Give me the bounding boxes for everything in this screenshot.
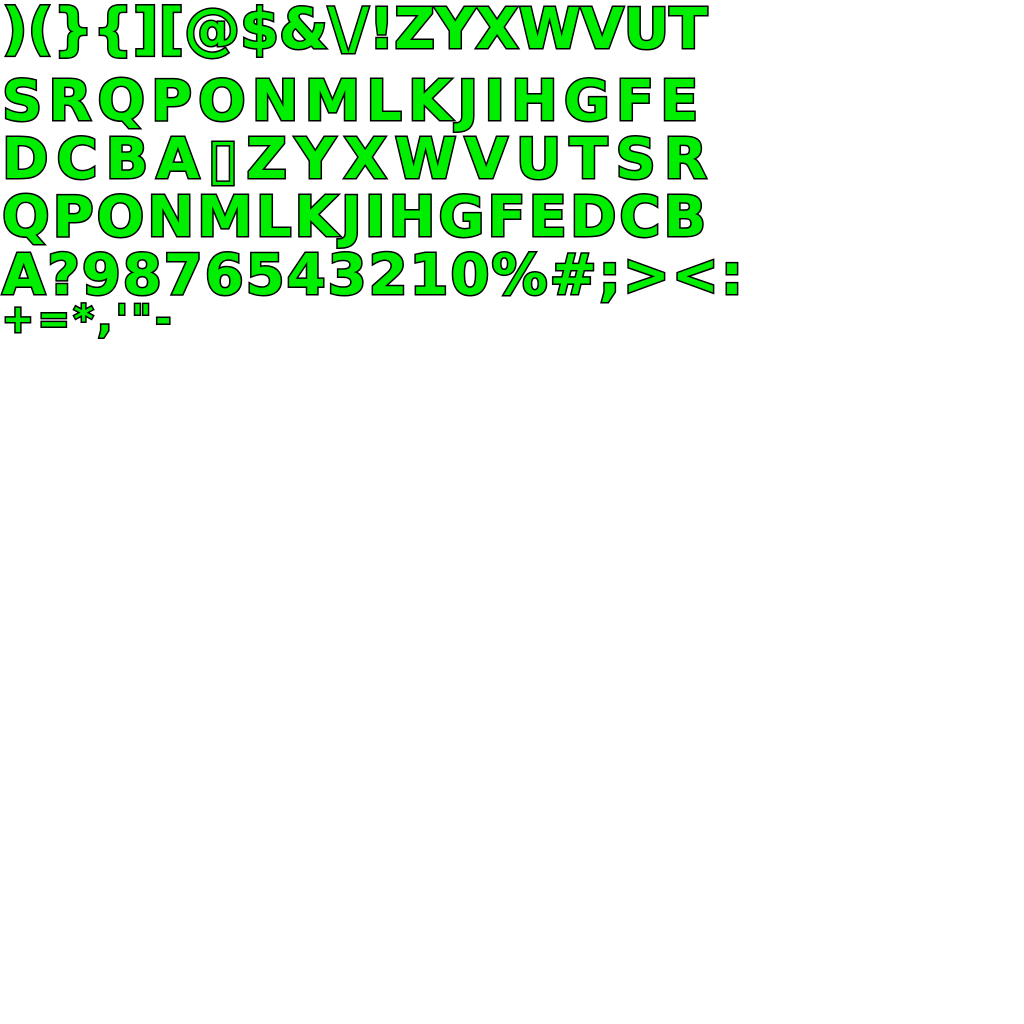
glyph-row-6: +=*,'"- — [2, 297, 176, 341]
glyph-row-3: DCBA▯ZYXWVUTSR — [2, 127, 715, 192]
glyph-row-1: )(}{][@$&\/!ZYXWVUT — [2, 0, 708, 62]
glyph-row-5: A?9876543210%#;><: — [2, 243, 746, 308]
glyph-row-4: QPONMLKJIHGFEDCB — [2, 185, 710, 250]
glyph-row-2: SRQPONMLKJIHGFE — [2, 69, 705, 134]
